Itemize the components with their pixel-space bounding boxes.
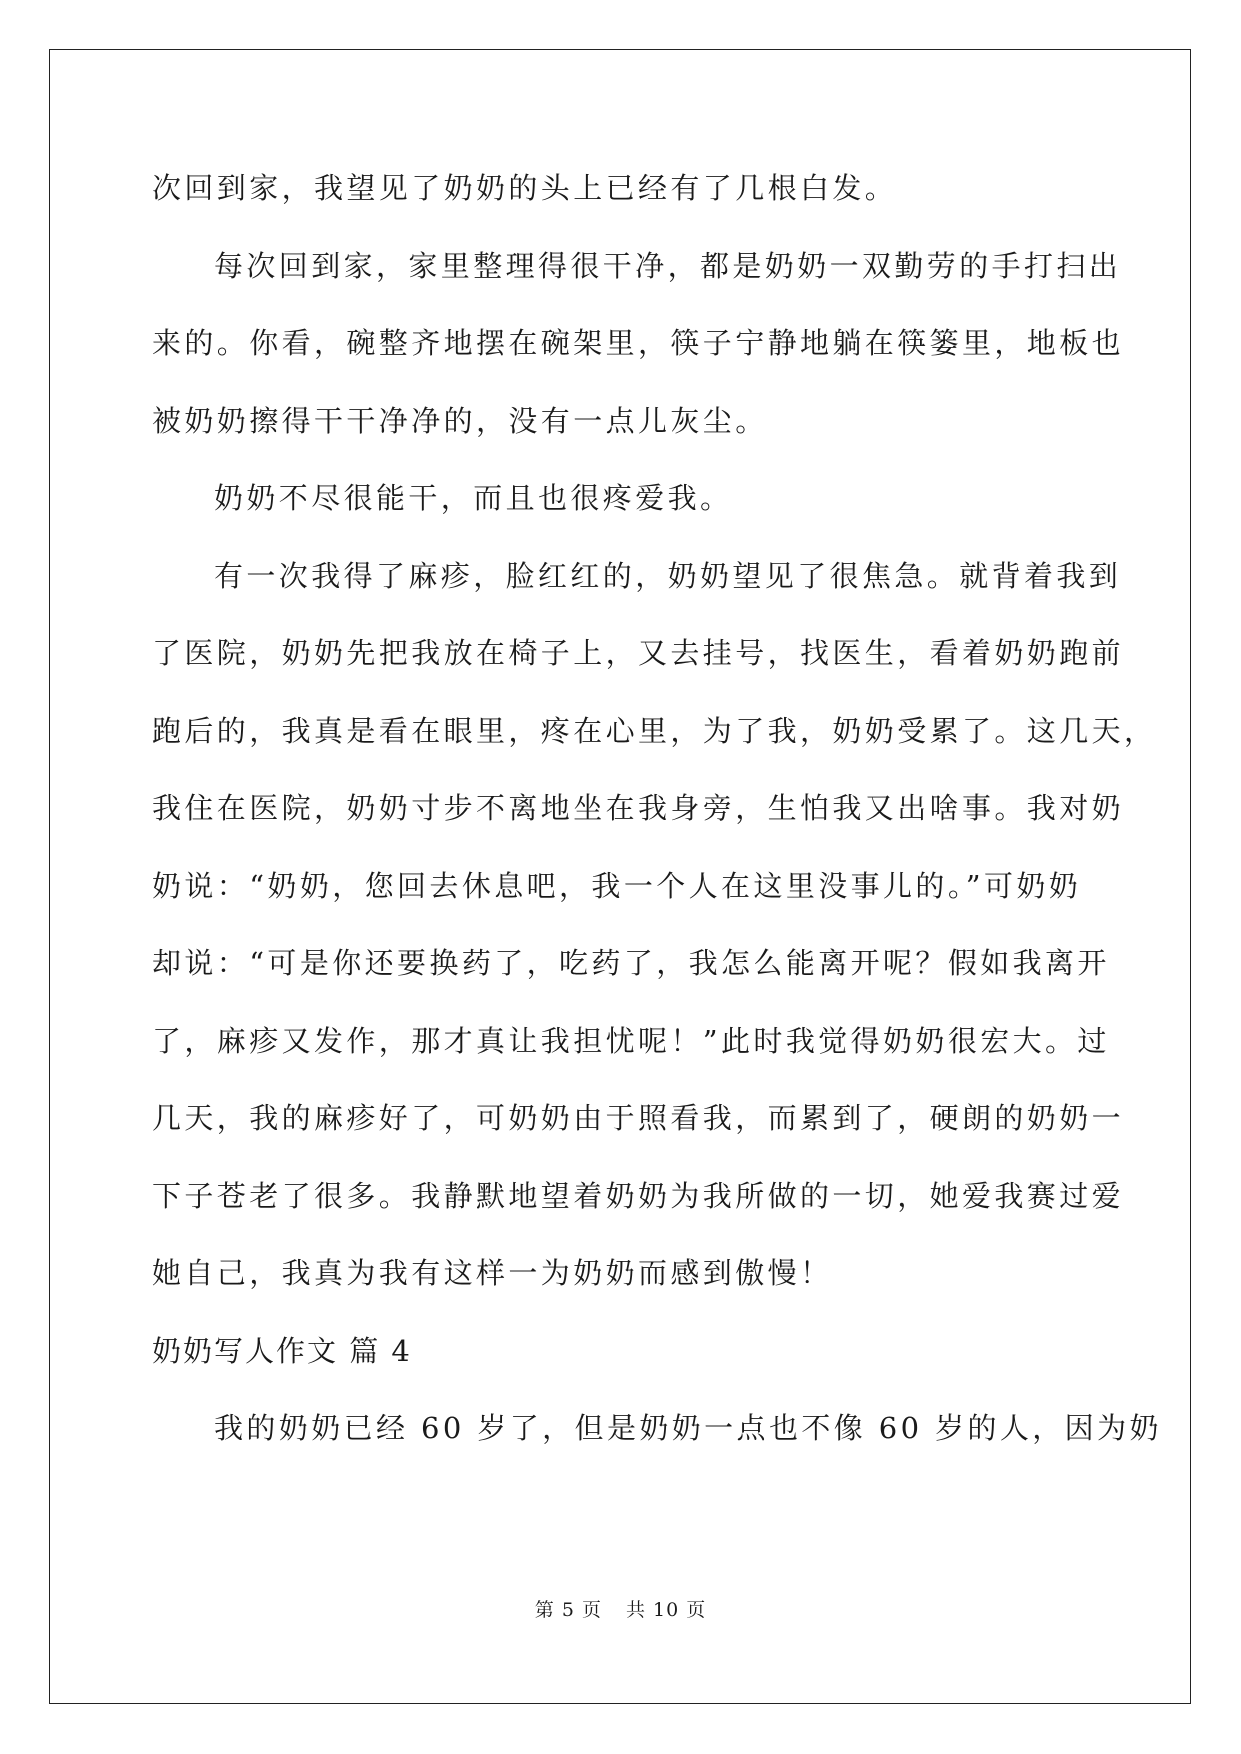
body-line: 几天，我的麻疹好了，可奶奶由于照看我，而累到了，硬朗的奶奶一 — [152, 1101, 1125, 1135]
body-line: 被奶奶擦得干干净净的，没有一点儿灰尘。 — [152, 404, 768, 438]
body-line: 每次回到家，家里整理得很干净，都是奶奶一双勤劳的手打扫出 — [214, 249, 1122, 283]
page-footer — [0, 1597, 1241, 1623]
body-line: 次回到家，我望见了奶奶的头上已经有了几根白发。 — [152, 171, 898, 205]
body-line: 了，麻疹又发作，那才真让我担忧呢！”此时我觉得奶奶很宏大。过 — [152, 1024, 1110, 1058]
page-total: 共 10 页 — [625, 1599, 707, 1621]
page-number: 第 5 页 — [534, 1599, 602, 1621]
body-line: 奶说：“奶奶，您回去休息吧，我一个人在这里没事儿的。”可奶奶 — [152, 869, 1082, 903]
body-line: 她自己，我真为我有这样一为奶奶而感到傲慢！ — [152, 1256, 833, 1290]
section-heading: 奶奶写人作文 篇 4 — [152, 1334, 412, 1368]
body-line: 了医院，奶奶先把我放在椅子上，又去挂号，找医生，看着奶奶跑前 — [152, 636, 1125, 670]
body-line: 下子苍老了很多。我静默地望着奶奶为我所做的一切，她爱我赛过爱 — [152, 1179, 1125, 1213]
body-line: 有一次我得了麻疹，脸红红的，奶奶望见了很焦急。就背着我到 — [214, 559, 1122, 593]
body-line: 来的。你看，碗整齐地摆在碗架里，筷子宁静地躺在筷篓里，地板也 — [152, 326, 1125, 360]
body-line: 跑后的，我真是看在眼里，疼在心里，为了我，奶奶受累了。这几天， — [152, 714, 1157, 748]
body-line: 我住在医院，奶奶寸步不离地坐在我身旁，生怕我又出啥事。我对奶 — [152, 791, 1125, 825]
body-line: 我的奶奶已经 60 岁了，但是奶奶一点也不像 60 岁的人，因为奶 — [214, 1411, 1162, 1445]
body-line: 奶奶不尽很能干，而且也很疼爱我。 — [214, 481, 733, 515]
body-line: 却说：“可是你还要换药了，吃药了，我怎么能离开呢？假如我离开 — [152, 946, 1110, 980]
